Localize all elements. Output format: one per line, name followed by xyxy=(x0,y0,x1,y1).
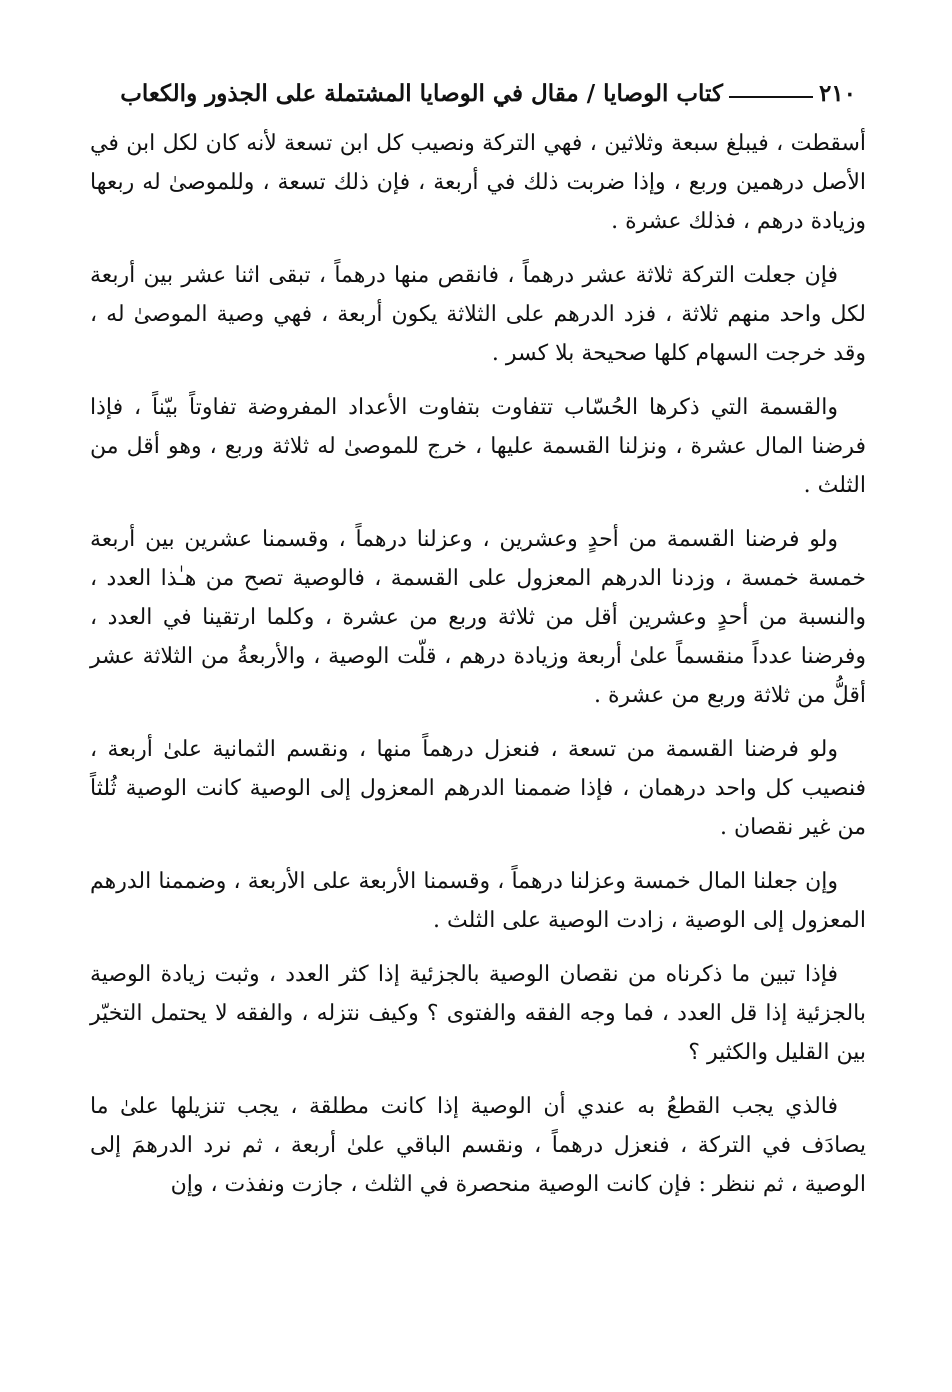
page-number: ٢١٠ xyxy=(818,80,856,107)
paragraph-1: أسقطت ، فيبلغ سبعة وثلاثين ، فهي التركة ونصيب كل ابن تسعة لأنه كان لكل ابن في الأصل درهمين وربع ، وإذا ضربت ذلك في أربعة ، فإن ذلك تسعة ، وللموصىٰ له ربعها وزيادة درهم ، فذلك عشرة . xyxy=(90,131,866,234)
paragraph-5: ولو فرضنا القسمة من تسعة ، فنعزل درهماً منها ، ونقسم الثمانية علىٰ أربعة ، فنصيب كل واحد درهمان ، فإذا ضممنا الدرهم المعزول إلى الوصية كانت الوصية ثُلثاً من غير نقصان . xyxy=(90,737,866,840)
header-rule xyxy=(729,96,813,98)
running-title: كتاب الوصايا / مقال في الوصايا المشتملة على الجذور والكعاب xyxy=(120,80,723,107)
paragraph-7: فإذا تبين ما ذكرناه من نقصان الوصية بالجزئية إذا كثر العدد ، وثبت زيادة الوصية بالجزئية إذا قل العدد ، فما وجه الفقه والفتوى ؟ وكيف نتزله ، والفقه لا يحتمل التخيّر بين القليل والكثير ؟ xyxy=(90,962,866,1065)
paragraph-8: فالذي يجب القطعُ به عندي أن الوصية إذا كانت مطلقة ، يجب تنزيلها علىٰ ما يصادَف في التركة ، فنعزل درهماً ، ونقسم الباقي علىٰ أربعة ، ثم نرد الدرهمَ إلى الوصية ، ثم ننظر : فإن كانت الوصية منحصرة في الثلث ، جازت ونفذت ، وإن xyxy=(90,1094,866,1197)
paragraph-6: وإن جعلنا المال خمسة وعزلنا درهماً ، وقسمنا الأربعة على الأربعة ، وضممنا الدرهم المعزول إلى الوصية ، زادت الوصية على الثلث . xyxy=(90,869,866,933)
paragraph-4: ولو فرضنا القسمة من أحدٍ وعشرين ، وعزلنا درهماً ، وقسمنا عشرين بين أربعة خمسة خمسة ، وزدنا الدرهم المعزول على القسمة ، فالوصية تصح من هـٰذا العدد ، والنسبة من أحدٍ وعشرين أقل من ثلاثة وربع من عشرة ، وكلما ارتقينا في العدد ، وفرضنا عدداً منقسماً علىٰ أربعة وزيادة درهم ، قلّت الوصية ، والأربعةُ من الثلاثة عشر أقلُّ من ثلاثة وربع من عشرة . xyxy=(90,527,866,708)
paragraph-2: فإن جعلت التركة ثلاثة عشر درهماً ، فانقص منها درهماً ، تبقى اثنا عشر بين أربعة لكل واحد منهم ثلاثة ، فزد الدرهم على الثلاثة يكون أربعة ، فهي وصية الموصىٰ له ، وقد خرجت السهام كلها صحيحة بلا كسر . xyxy=(90,263,866,366)
page-header xyxy=(90,74,856,114)
text-body xyxy=(90,124,866,1219)
paragraph-3: والقسمة التي ذكرها الحُسّاب تتفاوت بتفاوت الأعداد المفروضة تفاوتاً بيّناً ، فإذا فرضنا المال عشرة ، ونزلنا القسمة عليها ، خرج للموصىٰ له ثلاثة وربع ، وهو أقل من الثلث . xyxy=(90,395,866,498)
